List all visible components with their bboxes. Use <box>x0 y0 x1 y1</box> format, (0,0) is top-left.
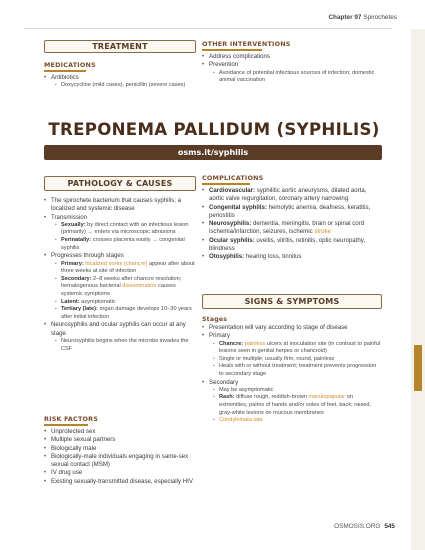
list-item: • Neurosyphilis begins when the microbe invades the CSF <box>55 338 196 353</box>
medications-list <box>44 74 196 90</box>
medications-heading: MEDICATIONS <box>44 61 96 69</box>
list-item: • Neurosyphilis and ocular syphilis can occur at any stage • Neurosyphilis begins when the microbe invades the CSF <box>44 321 196 353</box>
chapter-tab-marker <box>414 345 422 391</box>
list-item: • Transmission • Sexually: by direct contact with an infectious lesion (primarily) → enters via microscopic abrasions • Perinatally: crosses placenta easily → congenital syphilis <box>44 214 196 253</box>
list-item: • Congenital syphilis: hemolytic anemia, deafness, keratitis, periostitis <box>202 204 382 221</box>
osmosis-link[interactable]: osms.it/syphilis <box>44 145 382 160</box>
list-item: • May be asymptomatic <box>213 387 382 395</box>
list-item: • Biologically-male individuals engaging in same-sex sexual contact (MSM) <box>44 453 196 470</box>
list-item: • Heals with or without treatment; treatment prevents progression to secondary stage <box>213 363 382 378</box>
list-item: • Single or multiple; usually firm, round, painless <box>213 356 382 364</box>
other-interventions-list <box>202 53 382 85</box>
list-item: • Progresses through stages • Primary: localized sores (chancre) appear after about three weeks at site of infection • Secondary: 2–8 weeks after chancre resolution; hematogenous bacterial dissemination causes systemic symptoms • Latent: asymptomatic • Tertiary (late): organ damage develops 10–30 years after initial infection <box>44 252 196 321</box>
pathology-title: PATHOLOGY & CAUSES <box>44 176 196 191</box>
section-label: Spirochetes <box>363 14 397 21</box>
chapter-label: Chapter 97 <box>328 14 362 21</box>
signs-symptoms-section <box>202 294 382 425</box>
list-item: • Perinatally: crosses placenta easily → congenital syphilis <box>55 237 196 252</box>
list-item: • Tertiary (late): organ damage develops 10–30 years after initial infection <box>55 306 196 321</box>
risk-factors-list <box>44 428 196 486</box>
list-item: • Secondary • May be asymptomatic • Rash: diffuse rough, reddish-brown maculopapular on extremities, palms of hands and/or soles of feet, back; raised, gray-white lesions on mucous membranes • Condylomata lata <box>202 379 382 425</box>
list-item: • Multiple sexual partners <box>44 436 196 444</box>
complications-section <box>202 174 382 262</box>
list-item: • Prevention • Avoidance of potential infectious sources of infection; domestic animal vaccination <box>202 61 382 84</box>
list-item: • Avoidance of potential infectious sources of infection; domestic animal vaccination <box>213 70 382 85</box>
list-item: • Cardiovascular: syphilitic aortic aneurysms, dilated aorta, aortic valve regurgitation, coronary artery narrowing <box>202 187 382 204</box>
complications-heading: COMPLICATIONS <box>202 174 264 182</box>
list-item: • Rash: diffuse rough, reddish-brown maculopapular on extremities, palms of hands and/or soles of feet, back; raised, gray-white lesions on mucous membranes <box>213 394 382 417</box>
list-item: • Existing sexually-transmitted disease, especially HIV <box>44 478 196 486</box>
page-margin-shade <box>411 29 425 550</box>
risk-factors-section <box>44 415 196 486</box>
list-item: • Condylomata lata <box>213 417 382 425</box>
list-item: • Antibiotics • Doxycycline (mild cases), penicillin (severe cases) <box>44 74 196 90</box>
pathology-list <box>44 197 196 353</box>
list-item: • Unprotected sex <box>44 428 196 436</box>
list-item: • Secondary: 2–8 weeks after chancre resolution; hematogenous bacterial dissemination causes systemic symptoms <box>55 276 196 299</box>
treatment-title: TREATMENT <box>44 40 196 53</box>
page-footer <box>334 523 395 530</box>
complications-list <box>202 187 382 262</box>
list-item: • Primary: localized sores (chancre) appear after about three weeks at site of infection <box>55 261 196 276</box>
treatment-section <box>44 40 196 90</box>
list-item: • Sexually: by direct contact with an infectious lesion (primarily) → enters via microscopic abrasions <box>55 222 196 237</box>
signs-list <box>202 324 382 425</box>
footer-site: OSMOSIS.ORG <box>334 523 381 530</box>
list-item: • Latent: asymptomatic <box>55 299 196 307</box>
list-item: • Presentation will vary according to stage of disease <box>202 324 382 332</box>
other-interventions-section <box>202 40 382 85</box>
page-number: 545 <box>384 523 395 530</box>
other-interventions-rule <box>202 49 262 51</box>
page-header <box>328 14 397 21</box>
list-item: • Otosyphilis: hearing loss, tinnitus <box>202 253 382 261</box>
list-item: • The spirochete bacterium that causes syphilis; a localized and systemic disease <box>44 197 196 214</box>
stages-heading: Stages <box>202 316 228 323</box>
header-rule <box>24 28 392 29</box>
signs-symptoms-title: SIGNS & SYMPTOMS <box>202 294 382 309</box>
complications-rule <box>202 183 250 185</box>
list-item: • Chancre: painless ulcers at inoculation site (in contrast to painful lesions seen in genital herpes or chancroid) <box>213 341 382 356</box>
list-item: • Biologically male <box>44 445 196 453</box>
list-item: • IV drug use <box>44 469 196 477</box>
list-item: • Neurosyphilis: dementia, meningitis, brain or spinal cord ischemia/infarction, seizures, ischemic stroke <box>202 220 382 237</box>
pathology-section <box>44 176 196 353</box>
list-item: • Primary • Chancre: painless ulcers at inoculation site (in contrast to painful lesions seen in genital herpes or chancroid) • Single or multiple; usually firm, round, painless • Heals with or without treatment; treatment prevents progression to secondary stage <box>202 332 382 378</box>
other-interventions-heading: OTHER INTERVENTIONS <box>202 40 291 48</box>
list-item: • Doxycycline (mild cases), penicillin (severe cases) <box>55 82 196 90</box>
risk-factors-heading: RISK FACTORS <box>44 415 99 423</box>
list-item: • Ocular syphilis: uveitis, vitritis, retinitis, optic neuropathy, blindness <box>202 237 382 254</box>
page-title: TREPONEMA PALLIDUM (SYPHILIS) <box>48 120 380 139</box>
list-item: • Address complications <box>202 53 382 61</box>
risk-factors-rule <box>44 424 88 426</box>
medications-rule <box>44 70 86 72</box>
